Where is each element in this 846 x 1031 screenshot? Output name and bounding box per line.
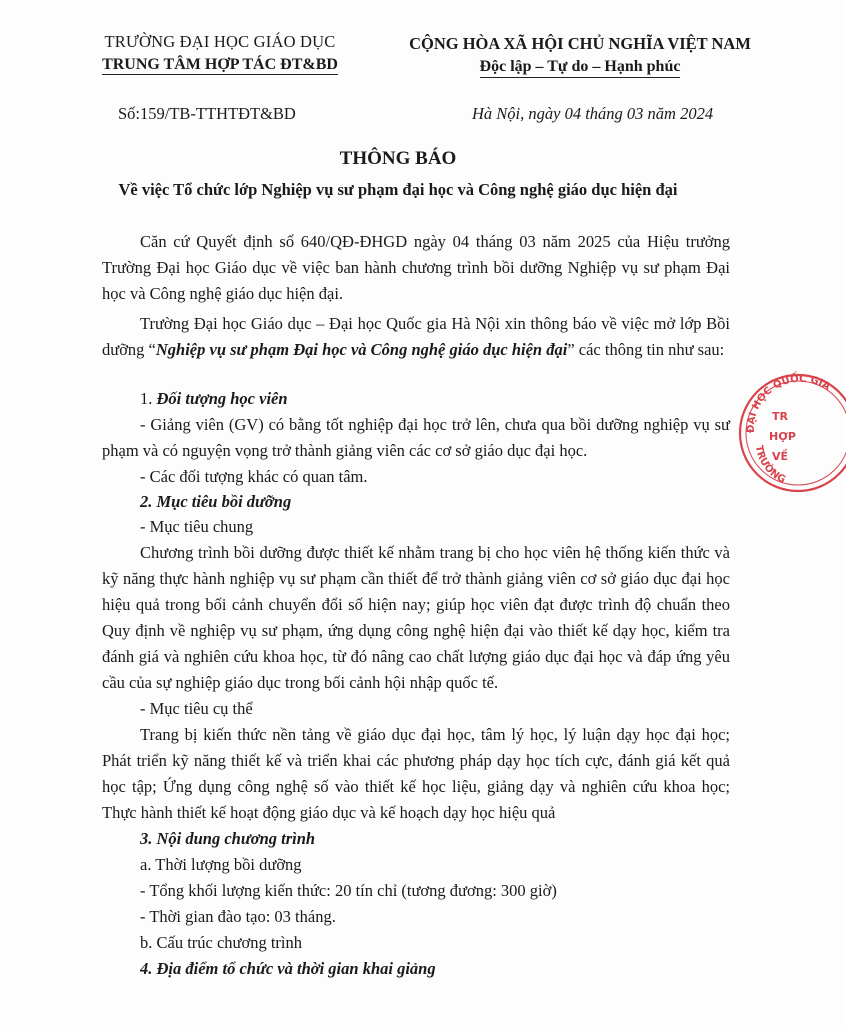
section-3-a-text: a. Thời lượng bồi dưỡng [140,855,302,874]
seal-line3: VỀ [772,450,789,463]
announcement-before: Trường Đại học Giáo dục – Đại học Quốc gia Hà Nội xin thông báo về việc mở lớp Bồi dưỡng “ [102,314,730,359]
section-3-a1 [102,878,730,904]
paragraph-announcement [102,311,730,363]
announcement-program-name: Nghiệp vụ sư phạm Đại học và Công nghệ giáo dục hiện đại [155,340,568,359]
section-1-item-1-text: - Giảng viên (GV) có bằng tốt nghiệp đại học trở lên, chưa qua bồi dưỡng nghiệp vụ sư phạm và có nguyện vọng trở thành giảng viên các cơ sở giáo dục đại học. [102,415,730,460]
announcement-text [102,311,730,363]
section-3-title: 3. Nội dung chương trình [140,829,316,848]
legal-basis-text: Căn cứ Quyết định số 640/QĐ-ĐHGD ngày 04 tháng 03 năm 2025 của Hiệu trưởng Trường Đại học Giáo dục về việc ban hành chương trình bồi dưỡng Nghiệp vụ sư phạm Đại học và Công nghệ giáo dục hiện đại. [102,232,730,303]
section-2-general-paragraph: Chương trình bồi dưỡng được thiết kế nhằm trang bị cho học viên hệ thống kiến thức và kỹ năng thực hành nghiệp vụ sư phạm cần thiết để trở thành giảng viên cơ sở giáo dục đại học hiệu quả trong bối cảnh chuyển đổi số hiện nay; giúp học viên đạt được trình độ chuẩn theo Quy định về nghiệp vụ sư phạm, ứng dụng công nghệ hiện đại vào thiết kế dạy học, kiểm tra đánh giá và nghiên cứu khoa học, từ đó nâng cao chất lượng giáo dục đại học và đáp ứng yêu cầu của sự nghiệp giáo dục trong bối cảnh hội nhập quốc tế. [102,543,730,692]
section-2-specific-label-text: - Mục tiêu cụ thể [140,699,253,718]
section-1-item-2-text: - Các đối tượng khác có quan tâm. [140,467,368,486]
section-2-heading [102,489,730,515]
document-date: Hà Nội, ngày 04 tháng 03 năm 2024 [472,104,714,123]
section-2-specific-label [102,696,730,722]
document-subtitle: Về việc Tổ chức lớp Nghiệp vụ sư phạm đại học và Công nghệ giáo dục hiện đại [118,180,678,199]
section-3-a [102,852,730,878]
republic-title: CỘNG HÒA XÃ HỘI CHỦ NGHĨA VIỆT NAM [409,34,751,53]
org-line1: TRƯỜNG ĐẠI HỌC GIÁO DỤC [104,32,336,51]
announcement-after: ” các thông tin như sau: [567,340,725,359]
section-1-heading [102,386,730,412]
section-3-a2 [102,904,730,930]
motto [395,58,765,76]
section-1-item-1 [102,412,730,464]
section-2-general-label-text: - Mục tiêu chung [140,517,254,536]
section-3-b [102,930,730,956]
section-1-number: 1. [140,389,157,408]
section-4-title: 4. Địa điểm tổ chức và thời gian khai giảng [140,959,436,978]
document-title: THÔNG BÁO [339,148,457,169]
motto-text: Độc lập – Tự do – Hạnh phúc [480,58,681,78]
official-seal [736,368,846,498]
paragraph-legal-basis [102,229,730,307]
section-2-title: 2. Mục tiêu bồi dưỡng [140,492,292,511]
section-2-general-text [102,540,730,696]
seal-bottom-text: TRƯỜNG [752,444,788,486]
section-2-general-label [102,514,730,540]
section-2-specific-paragraph: Trang bị kiến thức nền tảng về giáo dục đại học, tâm lý học, lý luận dạy học đại học; Phát triển kỹ năng thiết kế và triển khai các phương pháp dạy học tích cực, đánh giá kết quả học tập; Ứng dụng công nghệ số vào thiết kế học liệu, giảng dạy và nghiên cứu khoa học; Thực hành thiết kế hoạt động giáo dục và kế hoạch dạy học hiệu quả [102,725,730,822]
section-4-heading [102,956,730,982]
section-2-specific-text [102,722,730,826]
section-3-a1-text: - Tổng khối lượng kiến thức: 20 tín chỉ (tương đương: 300 giờ) [140,881,557,900]
section-1-item-2 [102,464,730,490]
seal-arc-text: ĐẠI HỌC QUỐC GIA [745,373,833,434]
seal-line1: TR [772,410,788,423]
section-1-title: Đối tượng học viên [156,389,288,408]
section-1-line [102,386,730,412]
section-3-heading [102,826,730,852]
org-line2-text: TRUNG TÂM HỢP TÁC ĐT&BD [102,56,338,73]
section-3-a2-text: - Thời gian đào tạo: 03 tháng. [140,907,336,926]
section-3-b-text: b. Cấu trúc chương trình [140,933,303,952]
document-number: Số:159/TB-TTHTĐT&BD [118,104,296,123]
seal-line2: HỢP [769,430,796,443]
org-line2 [95,56,345,74]
